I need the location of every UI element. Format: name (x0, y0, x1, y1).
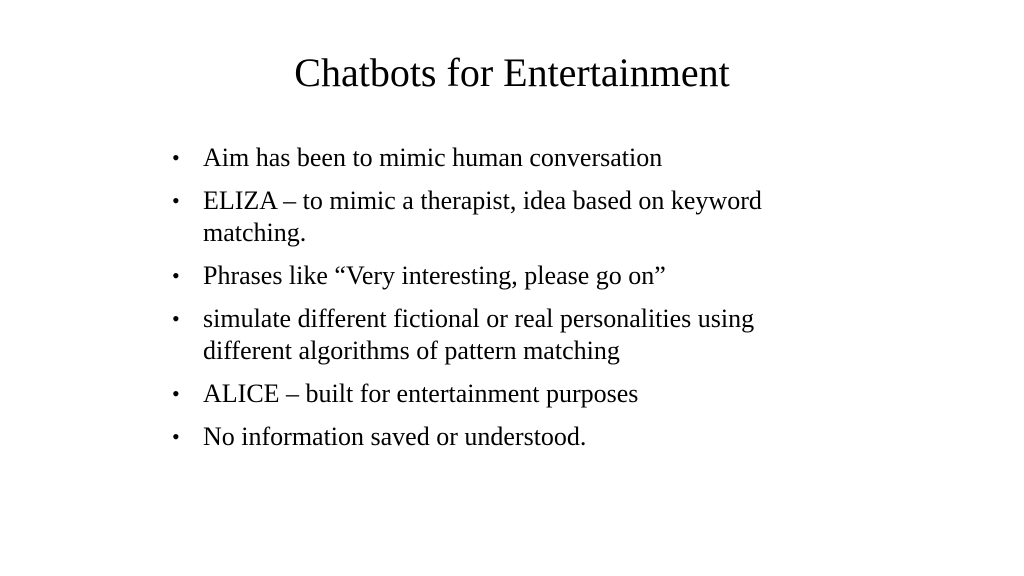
bullet-list (172, 142, 812, 464)
bullet-icon: • (172, 381, 180, 406)
bullet-icon: • (172, 188, 180, 213)
bullet-icon: • (172, 306, 180, 331)
bullet-item (172, 260, 812, 292)
bullet-item (172, 142, 812, 174)
bullet-item (172, 303, 812, 367)
bullet-text: simulate different fictional or real personalities using different algorithms of pattern matching (203, 304, 755, 365)
bullet-text: Phrases like “Very interesting, please go on” (203, 261, 666, 290)
bullet-item (172, 421, 812, 453)
bullet-text: ALICE – built for entertainment purposes (203, 379, 639, 408)
bullet-icon: • (172, 424, 180, 449)
bullet-text: No information saved or understood. (203, 422, 587, 451)
bullet-icon: • (172, 145, 180, 170)
bullet-item (172, 378, 812, 410)
bullet-icon: • (172, 263, 180, 288)
bullet-item (172, 185, 812, 249)
bullet-text: ELIZA – to mimic a therapist, idea based on keyword matching. (203, 186, 762, 247)
bullet-text: Aim has been to mimic human conversation (203, 143, 663, 172)
slide-title: Chatbots for Entertainment (294, 50, 730, 95)
